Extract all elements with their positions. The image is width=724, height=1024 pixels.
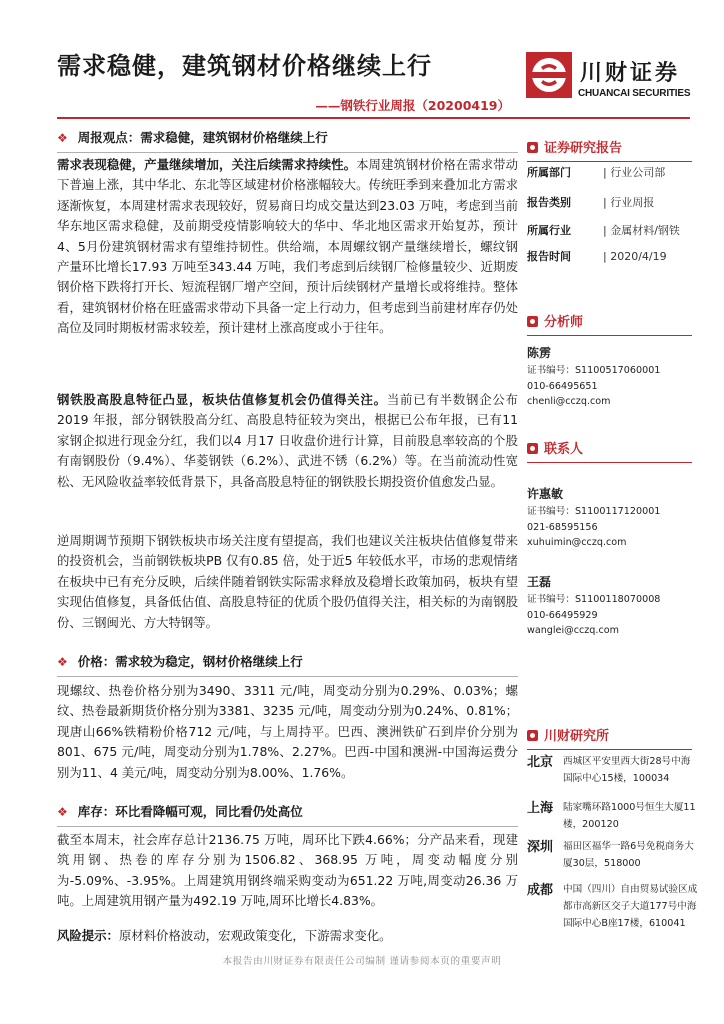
page-title: 需求稳健，建筑钢材价格继续上行	[57, 51, 432, 80]
section-marker-icon	[527, 443, 538, 454]
section-marker-icon	[527, 142, 538, 153]
section-marker-icon	[527, 316, 538, 327]
paragraph-risk: 风险提示：原材料价格波动，宏观政策变化，下游需求变化。	[57, 928, 392, 943]
institute-heading: 川财研究所	[527, 727, 692, 747]
paragraph-valuation: 逆周期调节预期下钢铁板块市场关注度有望提高，我们也建议关注板块估值修复带来的投资机会，当前钢铁板块PB 仅有0.85 倍，处于近5 年较低水平，市场的悲观情绪在板块中已有充分反映，后续伴随着钢铁实际需求释放及稳增长政策加码，板块有望实现估值修复，具备低估值、高股息特征的优质个股仍值得关注，相关标的为南钢股份、三钢闽光、方大特钢等。	[57, 533, 518, 630]
section-heading-price: ❖ 价格：需求较为稳定，钢材价格继续上行	[57, 654, 303, 669]
sidebar-divider	[527, 335, 692, 336]
contact-card: 许惠敏 证书编号：S1100117120001 021-68595156 xuhuimin@cczq.com	[527, 487, 661, 548]
logo-mark-icon	[526, 52, 572, 98]
contact-heading: 联系人	[527, 440, 692, 460]
section-heading-viewpoint: ❖ 周报观点：需求稳健，建筑钢材价格继续上行	[57, 130, 328, 145]
report-subtitle: ——钢铁行业周报（20200419）	[315, 98, 510, 113]
section-divider	[57, 826, 518, 827]
paragraph-inventory: 截至本周末，社会库存总计2136.75 万吨，周环比下跌4.66%；分产品来看，现建筑用钢、热卷的库存分别为1506.82、368.95 万吨，周变动幅度分别为-5.09%、-3.95%。上周建筑用钢终端采购变动为651.22 万吨,周变动26.36 万吨。上周建筑用钢产量为492.19 万吨,周环比增长4.83%。	[57, 832, 518, 909]
section-divider	[57, 676, 518, 677]
logo-english-name: CHUANCAI SECURITIES	[578, 88, 691, 99]
diamond-icon: ❖	[57, 805, 68, 819]
sidebar-divider	[527, 161, 692, 162]
page-footer: 本报告由川财证券有限责任公司编制 谨请参阅本页的重要声明	[222, 956, 502, 967]
analyst-card: 陈雳 证书编号：S1100517060001 010-66495651 chenli@cczq.com	[527, 346, 661, 407]
sidebar-divider	[527, 749, 692, 750]
section-heading-inventory: ❖ 库存：环比看降幅可观，同比看仍处高位	[57, 804, 303, 819]
info-row-department: 所属部门 | 行业公司部	[527, 166, 666, 179]
paragraph-demand: 需求表现稳健，产量继续增加，关注后续需求持续性。本周建筑钢材价格在需求带动下普遍上涨，其中华北、东北等区域建材价格涨幅较大。传统旺季到来叠加北方需求逐渐恢复，本周建材需求表现较好，贸易商日均成交量达到23.03 万吨，考虑到当前华东地区需求稳健，及前期受疫情影响较大的华中、华北地区需求开始复苏，预计4、5月份建筑钢材需求有望维持韧性。供给端，本周螺纹钢产量继续增长，螺纹钢产量环比增长17.93 万吨至343.44 万吨，我们考虑到后续钢厂检修量较少、近期废钢价格下跌将打开长、短流程钢厂增产空间，预计后续钢材产量增长或将维持。整体看，建筑钢材价格在旺盛需求带动下具备一定上行动力，但考虑到当前建材库存仍处高位及同时期板材需求较差，预计建材上涨高度或小于往年。	[57, 157, 519, 336]
section-marker-icon	[527, 730, 538, 741]
contact-card: 王磊 证书编号：S1100118070008 010-66495929 wanglei@cczq.com	[527, 575, 661, 636]
header-divider	[57, 117, 690, 119]
report-info-heading: 证券研究报告	[527, 139, 692, 159]
company-logo	[526, 52, 696, 102]
analyst-heading: 分析师	[527, 313, 692, 333]
diamond-icon: ❖	[57, 131, 68, 145]
info-row-date: 报告时间 | 2020/4/19	[527, 250, 667, 263]
paragraph-dividend: 钢铁股高股息特征凸显，板块估值修复机会仍值得关注。当前已有半数钢企公布2019 年报，部分钢铁股高分红、高股息特征较为突出，根据已公布年报，已有11 家钢企拟进行现金分红，我们以4 月17 日收盘价进行计算，目前股息率较高的个股有南钢股份（9.4%）、华菱钢铁（6.2%）、武进不锈（6.2%）等。在当前流动性宽松、无风险收益率较低背景下，具备高股息特征的钢铁股长期投资价值愈发凸显。	[57, 392, 518, 489]
logo-chinese-name: 川财证券	[580, 61, 681, 86]
info-row-industry: 所属行业 | 金属材料/钢铁	[527, 224, 680, 237]
section-divider	[57, 152, 518, 153]
info-row-category: 报告类别 | 行业周报	[527, 196, 655, 209]
diamond-icon: ❖	[57, 655, 68, 669]
paragraph-price: 现螺纹、热卷价格分别为3490、3311 元/吨，周变动分别为0.29%、0.03%；螺纹、热卷最新期货价格分别为3381、3235 元/吨，周变动分别为0.24%、0.81%；现唐山66%铁精粉价格712 元/吨，与上周持平。巴西、澳洲铁矿石到岸价分别为801、675 元/吨，周变动分别为1.78%、2.27%。巴西-中国和澳洲-中国海运费分别为11、4 美元/吨，周变动分别为8.00%、1.76%。	[57, 683, 518, 780]
sidebar-divider	[527, 462, 692, 463]
